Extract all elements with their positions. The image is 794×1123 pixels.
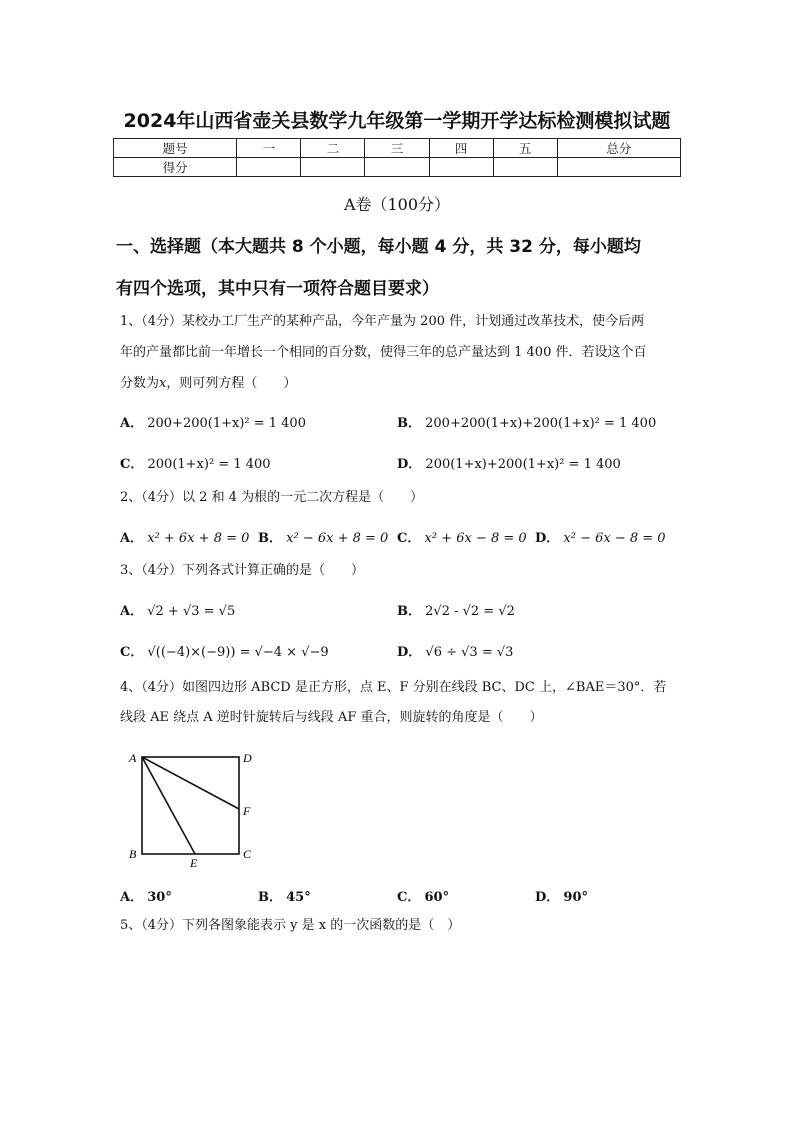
header-cell: 一 — [237, 139, 301, 158]
score-cell[interactable] — [301, 158, 365, 177]
q1-option-b[interactable] — [397, 412, 656, 431]
option-text: x² + 6x − 8 = 0 — [424, 531, 527, 546]
q1-option-d[interactable] — [397, 453, 621, 472]
option-label: B． — [397, 604, 421, 619]
option-label: D． — [535, 531, 560, 546]
section-heading-line2: 有四个选项，其中只有一项符合题目要求） — [116, 279, 439, 299]
q1-stem-line3 — [120, 375, 680, 393]
label-a: A — [129, 751, 137, 765]
q1-variable: x — [159, 376, 167, 391]
option-label: A． — [120, 890, 144, 905]
label-c: C — [243, 847, 252, 861]
q4-option-d[interactable] — [535, 886, 588, 905]
q1-stem-line2: 年的产量都比前一年增长一个相同的百分数，使得三年的总产量达到 1 400 件．若设这个百 — [120, 345, 647, 360]
score-cell[interactable] — [237, 158, 301, 177]
score-table-score-row — [114, 158, 681, 177]
option-text: 200+200(1+x)² = 1 400 — [147, 416, 306, 431]
score-table-header-row — [114, 139, 681, 158]
option-label: A． — [120, 531, 144, 546]
option-text: √((−4)×(−9)) = √−4 × √−9 — [147, 645, 329, 660]
q2-stem: 2、（4分）以 2 和 4 为根的一元二次方程是（ ） — [120, 490, 424, 505]
option-text: 30° — [147, 890, 172, 905]
option-label: A． — [120, 416, 144, 431]
q3-option-b[interactable] — [397, 600, 515, 619]
score-cell[interactable] — [429, 158, 493, 177]
option-label: C． — [397, 890, 421, 905]
q4-option-b[interactable] — [258, 886, 311, 905]
q3-option-c[interactable] — [120, 641, 329, 660]
score-row-label: 得分 — [114, 158, 237, 177]
option-label: C． — [120, 457, 144, 472]
q4-option-a[interactable] — [120, 886, 172, 905]
option-label: A． — [120, 604, 144, 619]
q5-stem: 5、（4分）下列各图象能表示 y 是 x 的一次函数的是（ ） — [120, 918, 461, 933]
q3-stem: 3、（4分）下列各式计算正确的是（ ） — [120, 563, 365, 578]
q2-option-d[interactable] — [535, 527, 666, 546]
option-text: √6 ÷ √3 = √3 — [425, 645, 514, 660]
option-text: x² + 6x + 8 = 0 — [147, 531, 250, 546]
option-text: √2 + √3 = √5 — [147, 604, 236, 619]
header-cell: 二 — [301, 139, 365, 158]
option-text: 200+200(1+x)+200(1+x)² = 1 400 — [425, 416, 657, 431]
header-cell: 题号 — [114, 139, 237, 158]
exam-title: 2024年山西省壶关县数学九年级第一学期开学达标检测模拟试题 — [123, 110, 671, 132]
option-text: 60° — [424, 890, 450, 905]
header-cell: 四 — [429, 139, 493, 158]
option-label: B． — [258, 531, 282, 546]
volume-label: A卷（100分） — [343, 195, 451, 214]
q4-square-figure — [120, 745, 270, 870]
label-d: D — [243, 751, 252, 765]
option-label: B． — [397, 416, 421, 431]
q4-stem-line2: 线段 AE 绕点 A 逆时针旋转后与线段 AF 重合，则旋转的角度是（ ） — [120, 710, 543, 725]
option-label: D． — [397, 457, 422, 472]
q1-stem-line3-b: ，则可列方程（ ） — [166, 376, 297, 391]
header-cell: 总分 — [557, 139, 680, 158]
header-cell: 五 — [493, 139, 557, 158]
q1-option-a[interactable] — [120, 412, 306, 431]
option-text: 2√2 - √2 = √2 — [425, 604, 515, 619]
option-text: 200(1+x)² = 1 400 — [147, 457, 271, 472]
score-table — [113, 138, 681, 177]
section-heading-line1: 一、选择题（本大题共 8 个小题，每小题 4 分，共 32 分，每小题均 — [116, 237, 641, 257]
q3-option-a[interactable] — [120, 600, 235, 619]
option-label: D． — [535, 890, 560, 905]
score-cell[interactable] — [493, 158, 557, 177]
option-text: 200(1+x)+200(1+x)² = 1 400 — [425, 457, 621, 472]
q3-option-d[interactable] — [397, 641, 513, 660]
q1-stem-line1: 1、（4分）某校办工厂生产的某种产品，今年产量为 200 件，计划通过改革技术，使今后两 — [120, 314, 645, 329]
q4-stem-line1: 4、（4分）如图四边形 ABCD 是正方形，点 E、F 分别在线段 BC、DC 上，∠BAE＝30°．若 — [120, 680, 667, 695]
label-f: F — [243, 804, 251, 818]
option-label: C． — [397, 531, 421, 546]
header-cell: 三 — [365, 139, 429, 158]
option-text: x² − 6x + 8 = 0 — [286, 531, 389, 546]
score-cell[interactable] — [557, 158, 680, 177]
option-text: 90° — [563, 890, 589, 905]
q2-option-c[interactable] — [397, 527, 527, 546]
option-label: C． — [120, 645, 144, 660]
q1-option-c[interactable] — [120, 453, 271, 472]
q1-stem-line3-a: 分数为 — [120, 376, 160, 391]
option-text: 45° — [286, 890, 311, 905]
q2-option-a[interactable] — [120, 527, 249, 546]
q4-option-c[interactable] — [397, 886, 449, 905]
label-b: B — [129, 847, 137, 861]
square-abcd — [142, 757, 239, 854]
q2-option-b[interactable] — [258, 527, 388, 546]
option-label: D． — [397, 645, 422, 660]
option-text: x² − 6x − 8 = 0 — [563, 531, 666, 546]
label-e: E — [190, 856, 198, 870]
option-label: B． — [258, 890, 282, 905]
score-cell[interactable] — [365, 158, 429, 177]
